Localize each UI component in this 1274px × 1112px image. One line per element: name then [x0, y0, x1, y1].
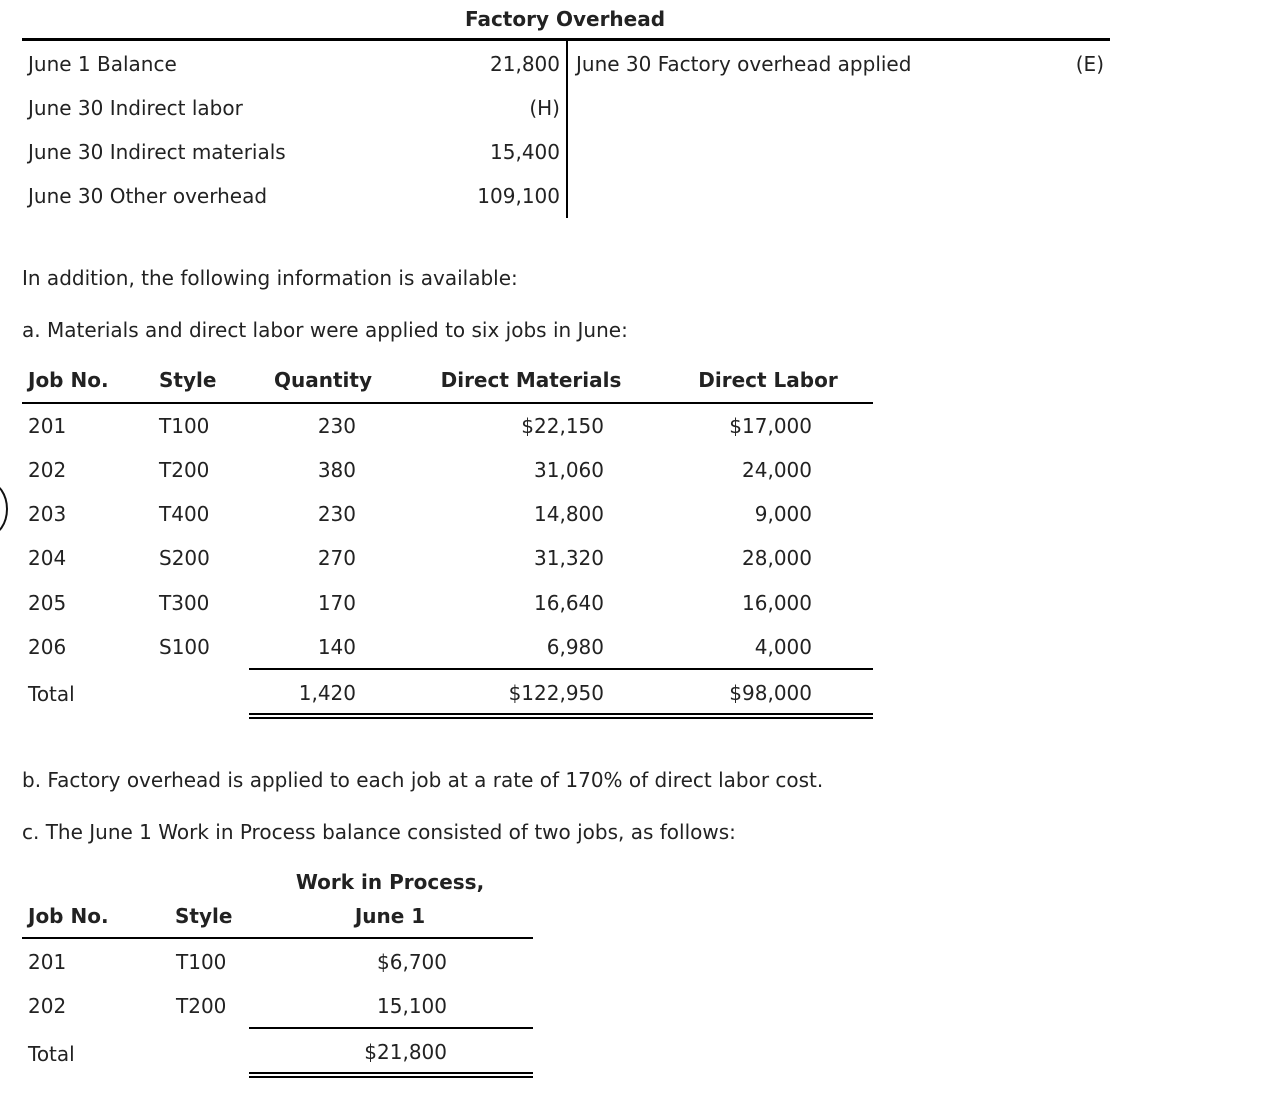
cell-job: 205 [28, 591, 67, 615]
wip-table-double-rule-top [249, 1072, 533, 1074]
cell-job: 201 [28, 414, 67, 438]
debit-label: June 30 Other overhead [28, 184, 268, 208]
cell-style: T200 [176, 994, 227, 1018]
header-style: Style [175, 904, 233, 928]
credit-label: June 30 Factory overhead applied [576, 52, 912, 76]
header-quantity: Quantity [274, 368, 372, 392]
cell-quantity: 230 [317, 502, 356, 526]
jobs-table-double-rule-bottom [249, 717, 873, 719]
cell-style: S200 [159, 546, 210, 570]
cell-job: 202 [28, 458, 67, 482]
cell-job: 206 [28, 635, 67, 659]
debit-label: June 1 Balance [28, 52, 177, 76]
total-wip-amount: $21,800 [364, 1040, 447, 1064]
cell-style: T300 [159, 591, 210, 615]
debit-label: June 30 Indirect materials [28, 140, 286, 164]
header-wip-line2: June 1 [354, 904, 426, 928]
wip-table-double-rule-bottom [249, 1076, 533, 1078]
scroll-indicator-circle-icon[interactable] [0, 482, 8, 536]
cell-quantity: 140 [317, 635, 356, 659]
cell-job: 203 [28, 502, 67, 526]
cell-style: T100 [159, 414, 210, 438]
header-job-no: Job No. [28, 368, 109, 392]
cell-quantity: 230 [317, 414, 356, 438]
credit-amount: (E) [1075, 52, 1104, 76]
cell-wip-amount: 15,100 [377, 994, 447, 1018]
debit-label: June 30 Indirect labor [28, 96, 243, 120]
cell-direct-labor: 24,000 [742, 458, 812, 482]
cell-direct-labor: 16,000 [742, 591, 812, 615]
header-direct-materials: Direct Materials [440, 368, 622, 392]
section-b-text: b. Factory overhead is applied to each job at a rate of 170% of direct labor cost. [22, 768, 824, 792]
debit-amount: 15,400 [490, 140, 560, 164]
cell-direct-labor: 9,000 [754, 502, 812, 526]
cell-style: T100 [176, 950, 227, 974]
total-quantity: 1,420 [298, 681, 356, 705]
t-account-title: Factory Overhead [464, 7, 666, 31]
section-a-text: a. Materials and direct labor were applied to six jobs in June: [22, 318, 628, 342]
jobs-table-double-rule-top [249, 713, 873, 715]
cell-style: T400 [159, 502, 210, 526]
total-direct-labor: $98,000 [729, 681, 812, 705]
cell-direct-labor: 4,000 [754, 635, 812, 659]
cell-quantity: 380 [317, 458, 356, 482]
cell-direct-materials: $22,150 [521, 414, 604, 438]
total-label: Total [28, 1042, 75, 1066]
intro-text: In addition, the following information is available: [22, 266, 518, 290]
section-c-text: c. The June 1 Work in Process balance consisted of two jobs, as follows: [22, 820, 736, 844]
debit-amount: (H) [529, 96, 560, 120]
header-direct-labor: Direct Labor [698, 368, 838, 392]
cell-direct-labor: $17,000 [729, 414, 812, 438]
header-job-no: Job No. [28, 904, 109, 928]
header-wip-line1: Work in Process, [295, 870, 485, 894]
debit-amount: 109,100 [477, 184, 560, 208]
cell-direct-labor: 28,000 [742, 546, 812, 570]
jobs-table-header-rule [22, 402, 873, 404]
cell-direct-materials: 6,980 [546, 635, 604, 659]
cell-style: T200 [159, 458, 210, 482]
cell-direct-materials: 16,640 [534, 591, 604, 615]
t-account-divider [566, 40, 568, 218]
cell-wip-amount: $6,700 [377, 950, 447, 974]
cell-job: 204 [28, 546, 67, 570]
cell-quantity: 170 [317, 591, 356, 615]
cell-direct-materials: 31,060 [534, 458, 604, 482]
cell-quantity: 270 [317, 546, 356, 570]
cell-job: 201 [28, 950, 67, 974]
total-label: Total [28, 682, 75, 706]
total-direct-materials: $122,950 [508, 681, 604, 705]
cell-style: S100 [159, 635, 210, 659]
header-style: Style [159, 368, 217, 392]
wip-table-header-rule [22, 937, 533, 939]
cell-direct-materials: 14,800 [534, 502, 604, 526]
cell-job: 202 [28, 994, 67, 1018]
debit-amount: 21,800 [490, 52, 560, 76]
wip-table-subtotal-rule [249, 1027, 533, 1029]
cell-direct-materials: 31,320 [534, 546, 604, 570]
jobs-table-subtotal-rule [249, 668, 873, 670]
